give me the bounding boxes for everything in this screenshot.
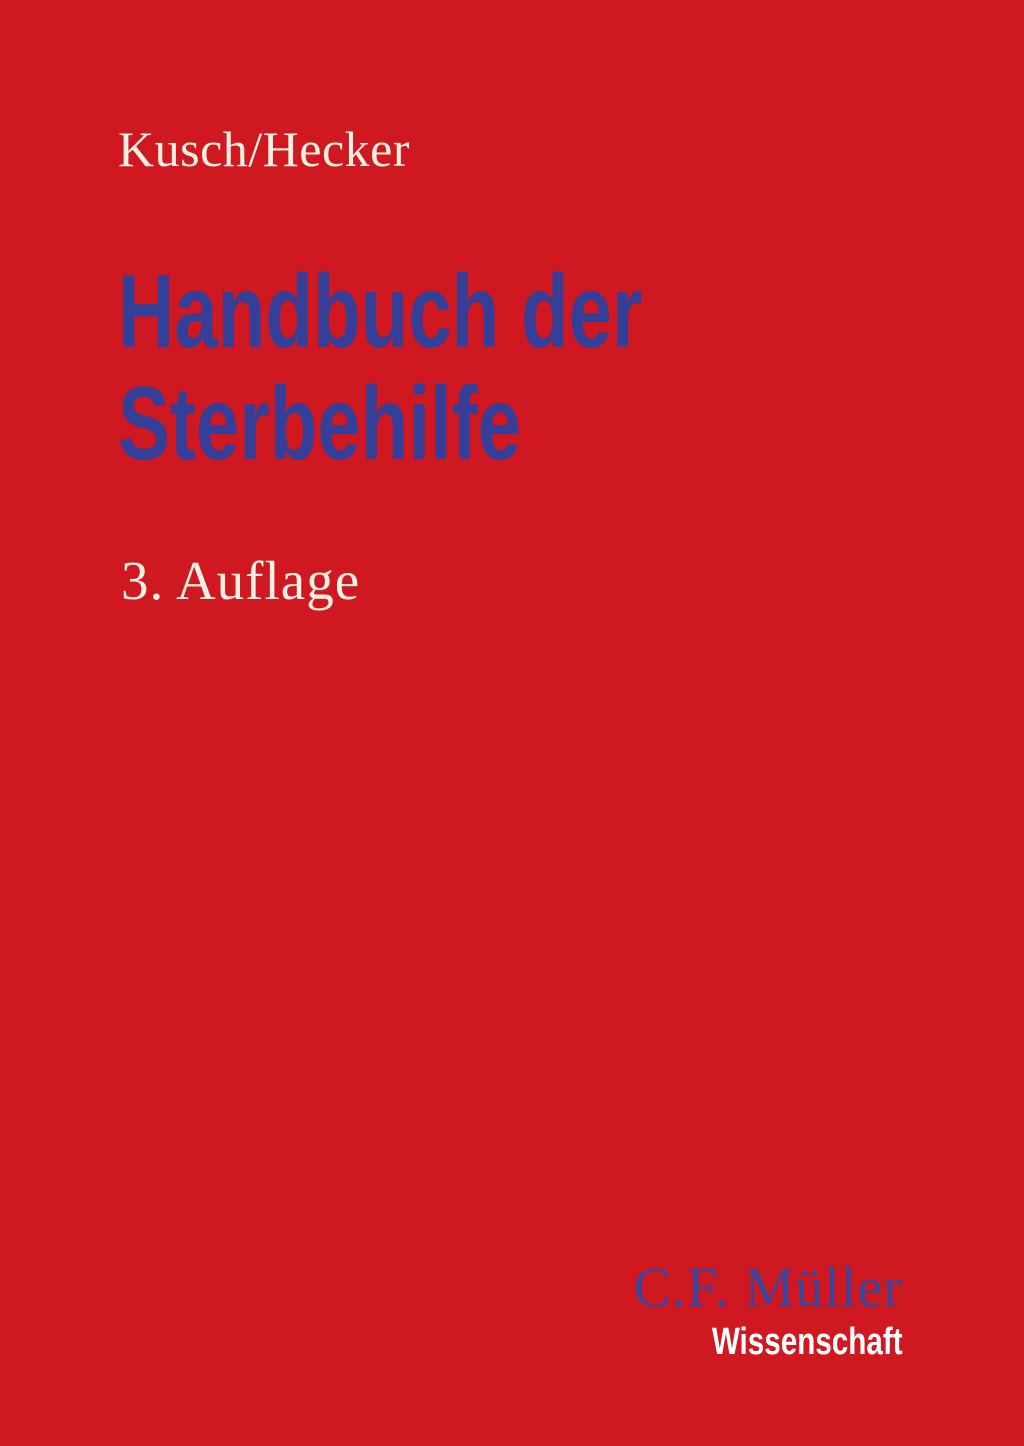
edition-label: 3. Auflage [121,550,361,611]
publisher-name: C.F. Müller [633,1257,903,1319]
publisher-logo [633,1257,903,1363]
publisher-division: Wissenschaft [712,1321,903,1363]
book-title [118,256,642,480]
book-title-line-2: Sterbehilfe [118,366,522,482]
book-title-line-1: Handbuch der [118,254,643,370]
author-names: Kusch/Hecker [118,121,410,177]
